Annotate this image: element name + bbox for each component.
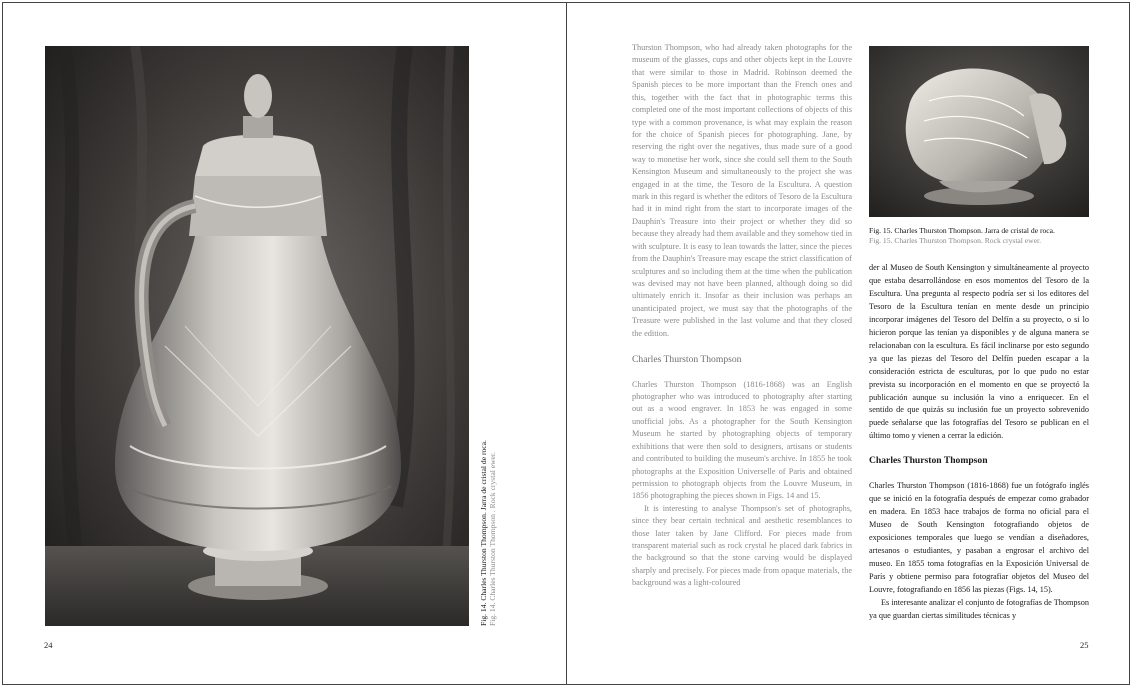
spanish-heading: Charles Thurston Thompson [869, 455, 988, 467]
spanish-paragraph-3: Es interesante analizar el conjunto de fotografías de Thompson ya que guardan ciertas similitudes técnicas y [869, 597, 1089, 620]
rock-crystal-ewer-icon [45, 46, 469, 626]
figure-15-caption-en: Fig. 15. Charles Thurston Thompson. Rock crystal ewer. [869, 236, 1042, 245]
figure-14-caption-es: Fig. 14. Charles Thurston Thompson. Jarra de cristal de roca. [479, 440, 488, 626]
page-gutter [566, 2, 567, 685]
spanish-paragraph-2: Charles Thurston Thompson (1816-1868) fue un fotógrafo inglés que se inició en la fotografía después de empezar como grabador en madera. En 1853 hace trabajos de forma no oficial para el Museo de South Kensington fotografiando objetos de exposiciones temporales que luego se vendían a diseñadores, artesanos o estudiantes, y pasaban a engrosar el archivo del museo. En 1855 toma fotografías en la Exposición Universal de París y obtiene permiso para fotografiar objetos del Museo del Louvre, fotografiando en 1856 las piezas (Figs. 14, 15). [869, 481, 1089, 594]
figure-15-shell-vessel-photo [869, 46, 1089, 217]
figure-14-ewer-photo [45, 46, 469, 626]
english-heading: Charles Thurston Thompson [632, 354, 742, 366]
page-number-right: 25 [1080, 640, 1089, 650]
figure-14-caption-en: Fig. 14. Charles Thurston Thompson . Rock crystal ewer. [488, 452, 498, 626]
figure-15-caption-es: Fig. 15. Charles Thurston Thompson. Jarra de cristal de roca. [869, 226, 1055, 235]
spanish-text-column [869, 262, 1089, 623]
english-paragraph-1: Thurston Thompson, who had already taken photographs for the museum of the glasses, cups and other objects kept in the Louvre that were similar to those in Madrid. Robinson deemed the Spanish pieces to be more important than the French ones and this, together with the fact that in photographic terms this completed one of the most important collections of objects of this type with a common provenance, is what may explain the reason for the choice of Spanish pieces for photographing. Jane, by reserving the right over the negatives, thus made sure of a good way to monetise her work, since she could sell them to the South Kensington Museum and simultaneously to the project she was engaged in at the time, the Tesoro de la Escultura. A question mark in this regard is whether the editors of Tesoro de la Escultura had it in mind right from the start to incorporate images of the Dauphin's Treasure into their project or whether they did so because they already had them available and they somehow tied in with sculpture. It is easy to lean towards the latter, since the pieces from the Dauphin's Treasure may escape the strict classification of sculptures and so including them at the time when the publication was devised may not have been planned, although doing so did ultimately enrich it. Insofar as their inclusion was perhaps an unanticipated project, we must say that the photographs of the Treasure were published in the last volume and that they closed the edition. [632, 43, 852, 338]
figure-14-caption [479, 426, 498, 626]
figure-15-caption [869, 226, 1094, 246]
rock-crystal-shell-vessel-icon [869, 46, 1089, 217]
english-paragraph-2: Charles Thurston Thompson (1816-1868) was an English photographer who was introduced to photography after starting out as a wood engraver. In 1853 he was engaged in some unofficial jobs. As a photographer for the South Kensington Museum he started by photographing objects of temporary exhibitions that were then sold to designers, artisans or students and contributed to building the museum's archive. In 1855 he took photographs at the Exposition Universelle of Paris and obtained permission to photograph objects from the Louvre Museum, in 1856 photographing the pieces shown in Figs. 14 and 15. [632, 379, 852, 501]
english-text-column [632, 42, 852, 590]
spanish-paragraph-1: der al Museo de South Kensington y simultáneamente al proyecto que estaba desarrollándose en esos momentos del Tesoro de la Escultura. Una pregunta al respecto podría ser si los editores del Tesoro de la Escultura tenían en mente desde un principio incorporar imágenes del Tesoro del Delfín a su proyecto, o si lo hicieron porque las tenían ya disponibles y de alguna manera se relacionaban con la escultura. Es fácil inclinarse por esto segundo ya que las piezas del Tesoro del Delfín pueden escapar a la consideración estricta de esculturas, por lo que pudo no estar prevista su incorporación en el momento en que se proyectó la publicación aunque su inclusión la vino a enriquecer. En el sentido de que quizás su inclusión fue un proyecto sobrevenido puede señalarse que las fotografías del Tesoro se publican en el último tomo y vienen a cerrar la edición. [869, 263, 1089, 441]
english-paragraph-3: It is interesting to analyse Thompson's set of photographs, since they bear certain technical and aesthetic resemblances to those later taken by Jane Clifford. For pieces made from transparent material such as rock crystal he placed dark fabrics in the background so that the stone carving would be displayed sharply and precisely. For pieces made from opaque materials, the background was a light-coloured [632, 503, 852, 588]
page-number-left: 24 [44, 640, 53, 650]
